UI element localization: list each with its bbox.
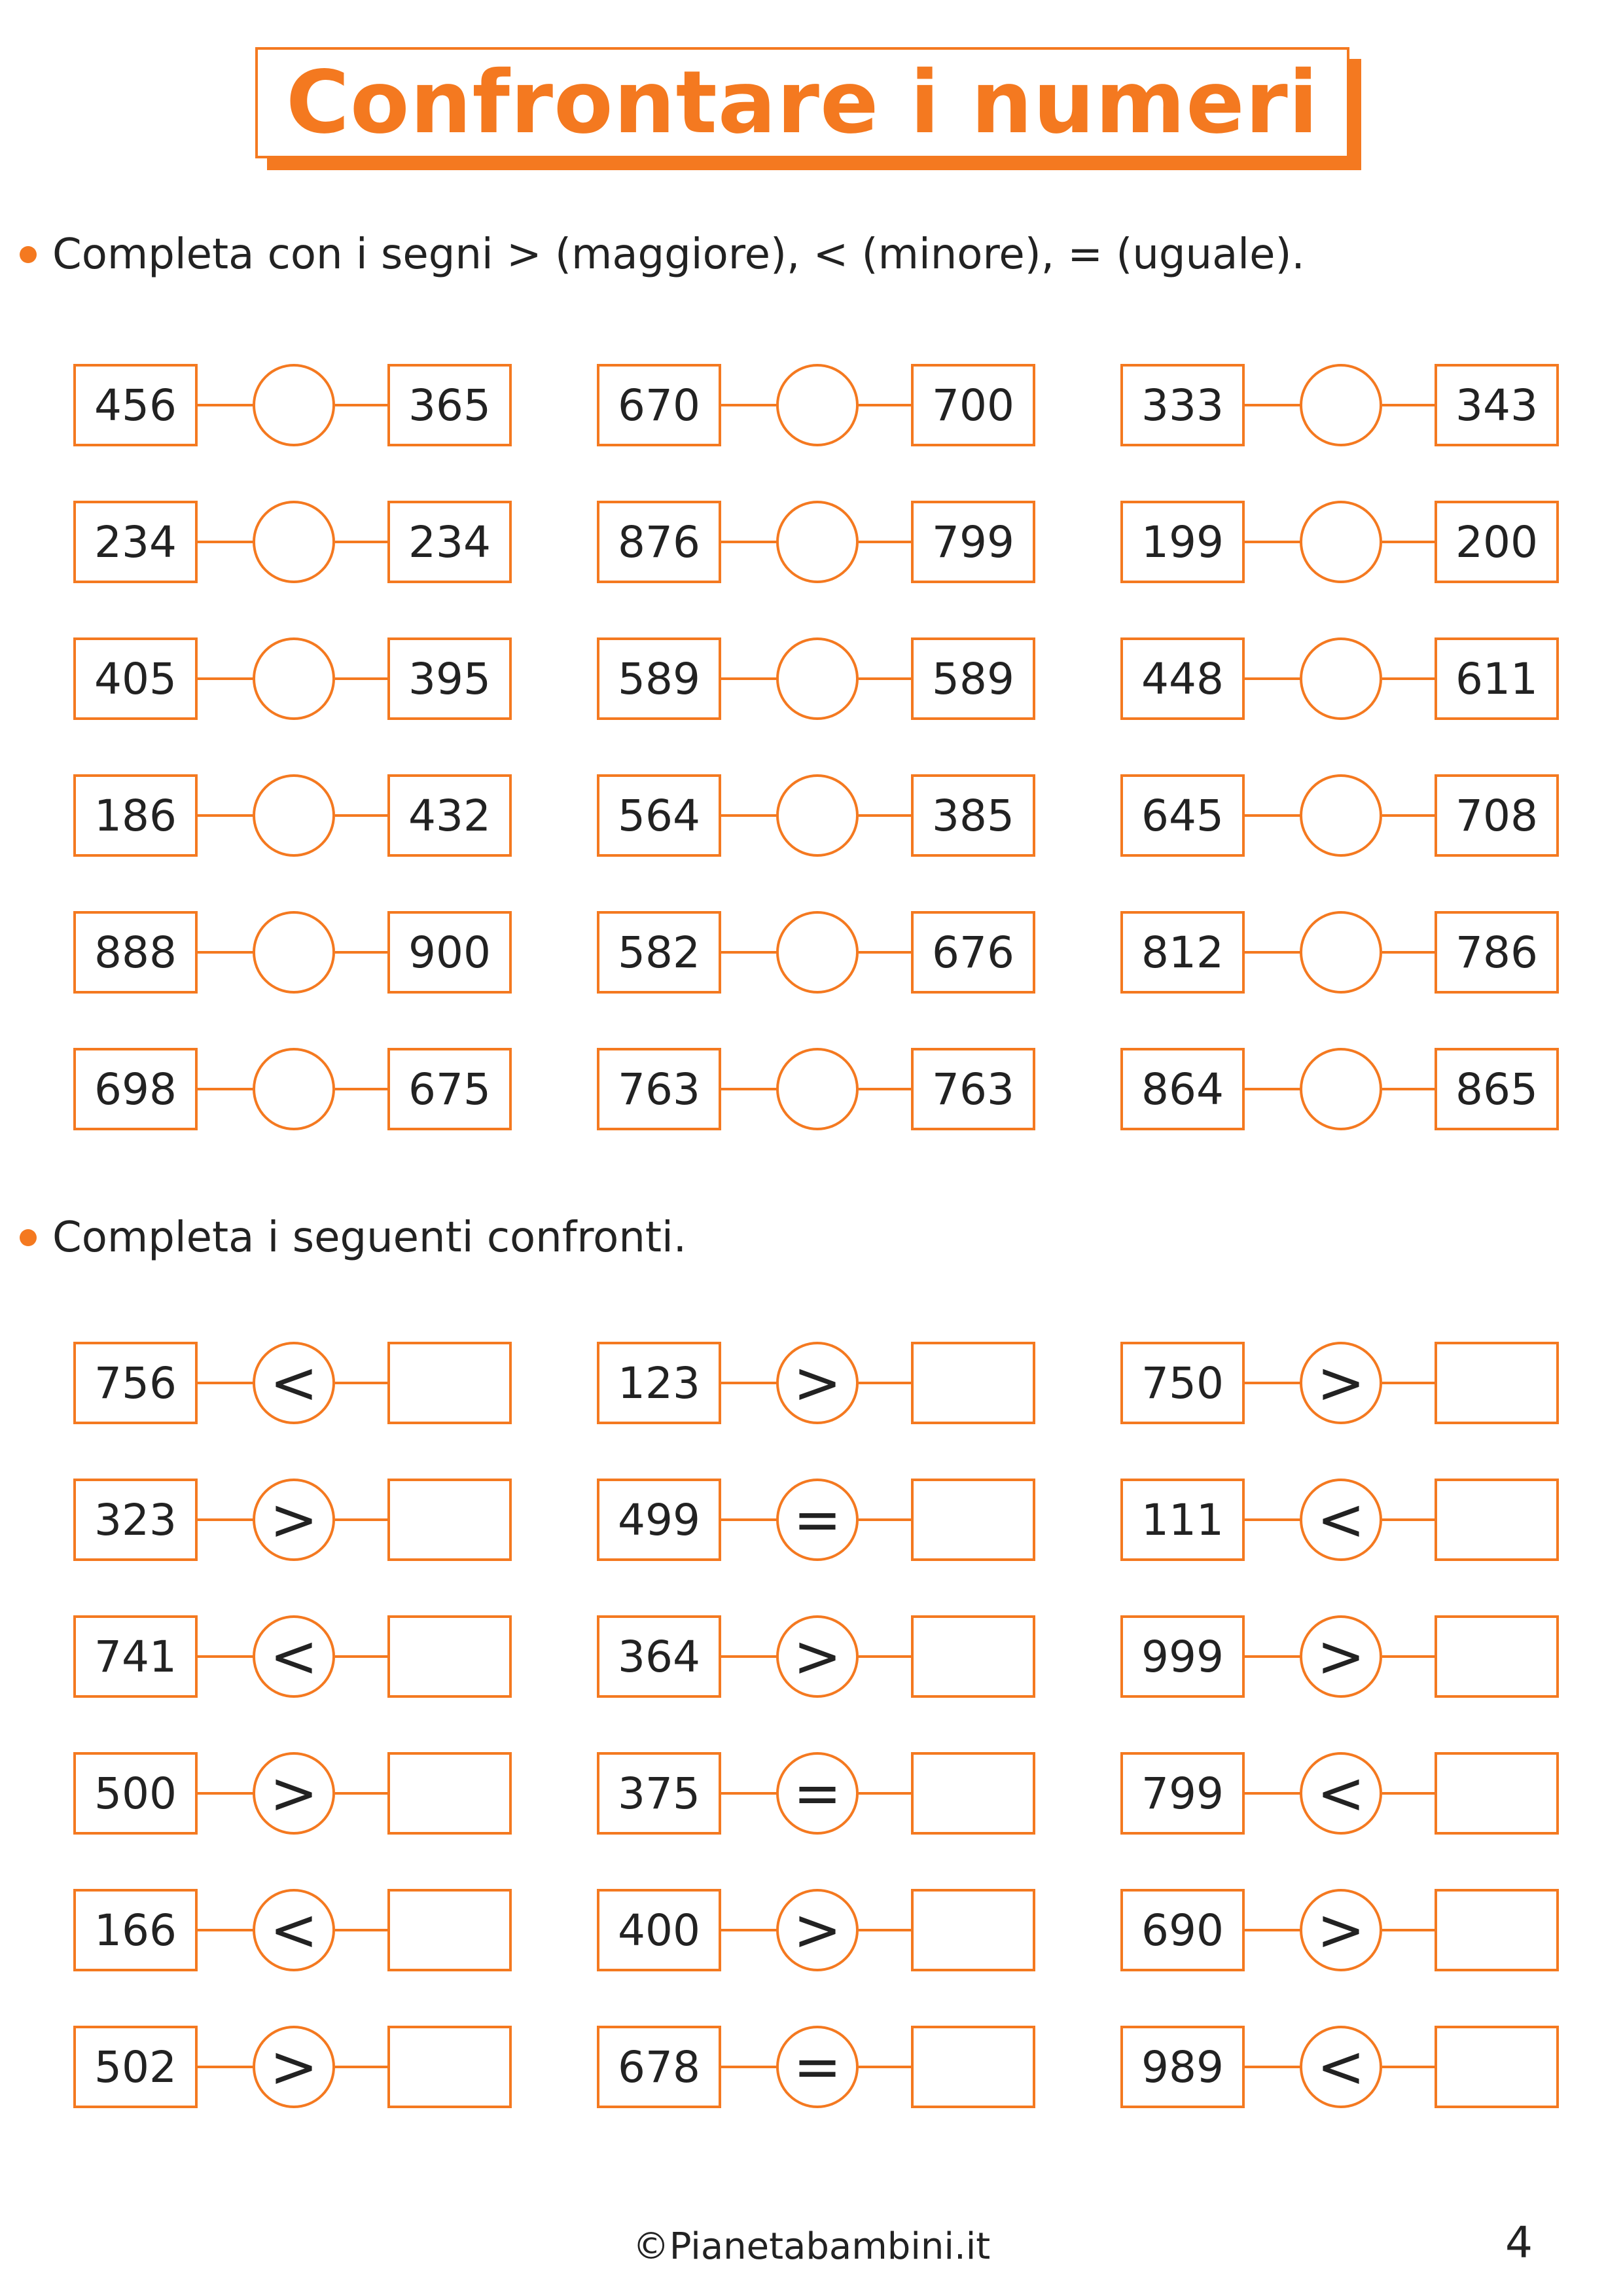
comparison-item — [73, 1479, 512, 1561]
connector-line — [198, 1929, 257, 1931]
right-number-box: 200 — [1435, 501, 1559, 583]
footer-credit: ©Pianetabambini.it — [632, 2225, 991, 2268]
connector-line — [859, 1382, 911, 1384]
left-number-box: 989 — [1120, 2026, 1245, 2108]
left-number-box: 564 — [597, 774, 721, 857]
right-number-box: 589 — [911, 637, 1035, 720]
answer-blank-box[interactable] — [911, 1615, 1035, 1698]
right-number-box: 786 — [1435, 911, 1559, 994]
connector-line — [335, 1655, 387, 1658]
left-number-box: 763 — [597, 1048, 721, 1130]
answer-blank-box[interactable] — [911, 1889, 1035, 1971]
comparison-sign: = — [776, 2026, 859, 2108]
comparison-item — [73, 1342, 512, 1424]
left-number-box: 678 — [597, 2026, 721, 2108]
answer-blank-box[interactable] — [911, 1342, 1035, 1424]
connector-line — [1245, 1655, 1304, 1658]
left-number-box: 589 — [597, 637, 721, 720]
connector-line — [1382, 1929, 1435, 1931]
answer-blank-box[interactable] — [911, 2026, 1035, 2108]
comparison-sign: > — [253, 2026, 335, 2108]
comparison-sign: > — [253, 1752, 335, 1835]
left-number-box: 756 — [73, 1342, 198, 1424]
comparison-sign: > — [776, 1342, 859, 1424]
right-number-box: 900 — [387, 911, 512, 994]
connector-line — [859, 1655, 911, 1658]
comparison-sign: < — [1300, 1479, 1382, 1561]
right-number-box: 395 — [387, 637, 512, 720]
comparison-sign: > — [1300, 1342, 1382, 1424]
connector-line — [1245, 1929, 1304, 1931]
comparison-item — [597, 2026, 1035, 2108]
left-number-box: 364 — [597, 1615, 721, 1698]
right-number-box: 799 — [911, 501, 1035, 583]
comparison-item — [1120, 1479, 1559, 1561]
connector-line — [335, 1929, 387, 1931]
connector-line — [721, 1655, 780, 1658]
left-number-box: 456 — [73, 364, 198, 446]
left-number-box: 582 — [597, 911, 721, 994]
connector-line — [721, 2066, 780, 2068]
left-number-box: 405 — [73, 637, 198, 720]
connector-line — [859, 1518, 911, 1521]
connector-line — [335, 2066, 387, 2068]
answer-blank-box[interactable] — [387, 1889, 512, 1971]
section2-row — [0, 1752, 1623, 1835]
answer-blank-box[interactable] — [387, 2026, 512, 2108]
connector-line — [1382, 1382, 1435, 1384]
right-number-box: 675 — [387, 1048, 512, 1130]
left-number-box: 375 — [597, 1752, 721, 1835]
connector-line — [721, 1382, 780, 1384]
comparison-sign: < — [253, 1342, 335, 1424]
right-number-box: 365 — [387, 364, 512, 446]
right-number-box: 432 — [387, 774, 512, 857]
comparison-sign: < — [253, 1889, 335, 1971]
connector-line — [335, 1518, 387, 1521]
connector-line — [721, 1518, 780, 1521]
instruction-1-text: Completa con i segni > (maggiore), < (minore), = (uguale). — [52, 230, 1305, 279]
answer-blank-box[interactable] — [1435, 1615, 1559, 1698]
right-number-box: 385 — [911, 774, 1035, 857]
answer-blank-box[interactable] — [911, 1752, 1035, 1835]
left-number-box: 999 — [1120, 1615, 1245, 1698]
left-number-box: 799 — [1120, 1752, 1245, 1835]
comparison-item — [597, 1752, 1035, 1835]
right-number-box: 234 — [387, 501, 512, 583]
left-number-box: 876 — [597, 501, 721, 583]
left-number-box: 750 — [1120, 1342, 1245, 1424]
connector-line — [859, 1792, 911, 1795]
answer-blank-box[interactable] — [387, 1342, 512, 1424]
comparison-item — [1120, 1615, 1559, 1698]
connector-line — [721, 1929, 780, 1931]
connector-line — [1382, 2066, 1435, 2068]
comparison-sign: > — [253, 1479, 335, 1561]
comparison-item — [73, 2026, 512, 2108]
left-number-box: 333 — [1120, 364, 1245, 446]
answer-blank-box[interactable] — [911, 1479, 1035, 1561]
left-number-box: 166 — [73, 1889, 198, 1971]
comparison-item — [597, 1479, 1035, 1561]
comparison-item — [1120, 1752, 1559, 1835]
left-number-box: 123 — [597, 1342, 721, 1424]
connector-line — [335, 1382, 387, 1384]
right-number-box: 343 — [1435, 364, 1559, 446]
answer-blank-box[interactable] — [1435, 1479, 1559, 1561]
comparison-sign: > — [1300, 1615, 1382, 1698]
answer-blank-box[interactable] — [1435, 1752, 1559, 1835]
comparison-sign: > — [776, 1615, 859, 1698]
comparison-item — [597, 1615, 1035, 1698]
connector-line — [859, 2066, 911, 2068]
page-title: Confrontare i numeri — [285, 52, 1319, 153]
comparison-sign: = — [776, 1752, 859, 1835]
connector-line — [1245, 1382, 1304, 1384]
section2-row — [0, 1889, 1623, 1971]
connector-line — [1382, 1518, 1435, 1521]
comparison-item — [1120, 2026, 1559, 2108]
connector-line — [1382, 1655, 1435, 1658]
comparison-item — [1120, 1342, 1559, 1424]
right-number-box: 611 — [1435, 637, 1559, 720]
right-number-box: 676 — [911, 911, 1035, 994]
instruction-2-text: Completa i seguenti confronti. — [52, 1213, 687, 1262]
left-number-box: 502 — [73, 2026, 198, 2108]
left-number-box: 448 — [1120, 637, 1245, 720]
right-number-box: 700 — [911, 364, 1035, 446]
comparison-item — [73, 1889, 512, 1971]
right-number-box: 865 — [1435, 1048, 1559, 1130]
comparison-sign: > — [1300, 1889, 1382, 1971]
comparison-item — [1120, 1889, 1559, 1971]
connector-line — [198, 1792, 257, 1795]
left-number-box: 698 — [73, 1048, 198, 1130]
answer-blank-box[interactable] — [387, 1479, 512, 1561]
connector-line — [1245, 1518, 1304, 1521]
right-number-box: 708 — [1435, 774, 1559, 857]
left-number-box: 812 — [1120, 911, 1245, 994]
comparison-sign: < — [1300, 2026, 1382, 2108]
left-number-box: 323 — [73, 1479, 198, 1561]
comparison-item — [73, 1615, 512, 1698]
connector-line — [198, 1518, 257, 1521]
comparison-sign: < — [253, 1615, 335, 1698]
connector-line — [1245, 1792, 1304, 1795]
connector-line — [859, 1929, 911, 1931]
section2-row — [0, 1615, 1623, 1698]
connector-line — [1245, 2066, 1304, 2068]
right-number-box: 763 — [911, 1048, 1035, 1130]
left-number-box: 186 — [73, 774, 198, 857]
comparison-sign: > — [776, 1889, 859, 1971]
connector-line — [335, 1792, 387, 1795]
answer-blank-box[interactable] — [1435, 2026, 1559, 2108]
comparison-sign: = — [776, 1479, 859, 1561]
left-number-box: 864 — [1120, 1048, 1245, 1130]
left-number-box: 400 — [597, 1889, 721, 1971]
section2-row — [0, 1479, 1623, 1561]
connector-line — [721, 1792, 780, 1795]
left-number-box: 888 — [73, 911, 198, 994]
answer-blank-box[interactable] — [1435, 1889, 1559, 1971]
left-number-box: 741 — [73, 1615, 198, 1698]
left-number-box: 499 — [597, 1479, 721, 1561]
left-number-box: 234 — [73, 501, 198, 583]
comparison-sign: < — [1300, 1752, 1382, 1835]
connector-line — [198, 1382, 257, 1384]
left-number-box: 111 — [1120, 1479, 1245, 1561]
page-number: 4 — [1505, 2217, 1533, 2268]
connector-line — [198, 2066, 257, 2068]
left-number-box: 670 — [597, 364, 721, 446]
comparison-item — [597, 1342, 1035, 1424]
answer-blank-box[interactable] — [387, 1615, 512, 1698]
left-number-box: 645 — [1120, 774, 1245, 857]
left-number-box: 500 — [73, 1752, 198, 1835]
left-number-box: 690 — [1120, 1889, 1245, 1971]
section2-row — [0, 2026, 1623, 2108]
left-number-box: 199 — [1120, 501, 1245, 583]
section2-row — [0, 1342, 1623, 1424]
connector-line — [1382, 1792, 1435, 1795]
answer-blank-box[interactable] — [387, 1752, 512, 1835]
answer-blank-box[interactable] — [1435, 1342, 1559, 1424]
connector-line — [198, 1655, 257, 1658]
comparison-item — [597, 1889, 1035, 1971]
comparison-item — [73, 1752, 512, 1835]
